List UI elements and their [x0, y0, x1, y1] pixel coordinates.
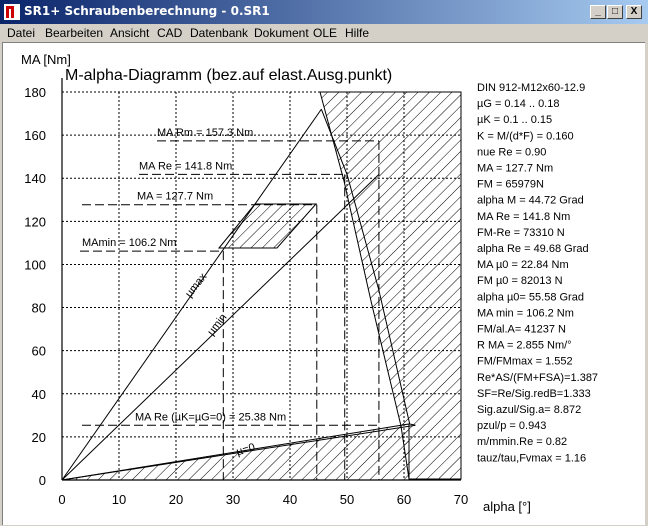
info-line-7: alpha M = 44.72 Grad: [477, 194, 584, 207]
y-axis-label: MA [Nm]: [21, 52, 71, 67]
info-line-2: µK = 0.1 .. 0.15: [477, 114, 553, 127]
y-tick-60: 60: [31, 343, 46, 359]
minimize-button[interactable]: _: [590, 5, 606, 19]
menu-cad[interactable]: CAD: [157, 26, 183, 40]
info-line-20: Sig.azul/Sig.a= 8.872: [477, 404, 582, 416]
y-tick-20: 20: [31, 429, 46, 445]
anno-label-3: MAmin = 106.2 Nm: [82, 237, 177, 250]
anno-label-1: MA Re = 141.8 Nm: [139, 160, 233, 173]
y-tick-120: 120: [24, 214, 46, 230]
label-mu0: µ=0: [235, 441, 257, 459]
window-title: SR1+ Schraubenberechnung - 0.SR1: [24, 4, 270, 18]
title-bar[interactable]: [0, 0, 648, 24]
info-line-6: FM = 65979N: [477, 178, 544, 191]
info-line-18: Re*AS/(FM+FSA)=1.387: [477, 371, 599, 384]
info-line-4: nue Re = 0.90: [477, 146, 547, 159]
anno-label-2: MA = 127.7 Nm: [137, 190, 214, 203]
info-line-14: MA min = 106.2 Nm: [477, 307, 574, 320]
y-tick-100: 100: [24, 257, 46, 273]
y-tick-40: 40: [31, 386, 46, 402]
anno-label-0: MA Rm = 157.3 Nm: [157, 126, 254, 139]
hatch-region-right: [320, 92, 461, 479]
x-tick-60: 60: [396, 492, 412, 507]
close-button[interactable]: X: [626, 5, 642, 19]
menu-ansicht[interactable]: Ansicht: [110, 26, 150, 40]
x-tick-50: 50: [339, 492, 355, 507]
info-line-22: m/mmin.Re = 0.82: [477, 436, 568, 449]
info-line-12: FM µ0 = 82013 N: [477, 275, 563, 288]
menu-datenbank[interactable]: Datenbank: [190, 26, 249, 40]
hatch-region-mid: [219, 204, 316, 248]
info-line-13: alpha µ0= 55.58 Grad: [477, 291, 584, 304]
info-line-17: FM/FMmax = 1.552: [477, 355, 573, 368]
chart-annotations: [80, 127, 379, 480]
info-line-16: R MA = 2.855 Nm/°: [477, 339, 572, 352]
info-line-11: MA µ0 = 22.84 Nm: [477, 259, 569, 272]
info-line-5: MA = 127.7 Nm: [477, 162, 554, 175]
app-icon: [4, 4, 20, 20]
menu-hilfe[interactable]: Hilfe: [345, 26, 370, 40]
y-tick-140: 140: [24, 171, 46, 187]
maximize-button[interactable]: □: [607, 5, 623, 19]
menu-bar: [0, 24, 648, 42]
x-tick-20: 20: [168, 492, 184, 507]
info-line-10: alpha Re = 49.68 Grad: [477, 243, 589, 255]
menu-dokument[interactable]: Dokument: [254, 26, 309, 40]
label-mumin: µmin: [205, 311, 230, 338]
anno-label-4: MA Re (µK=µG=0) = 25.38 Nm: [135, 411, 287, 424]
result-panel: [477, 82, 598, 464]
label-mumax: µmax: [183, 271, 210, 300]
info-line-0: DIN 912-M12x60-12.9: [477, 82, 586, 94]
x-tick-70: 70: [453, 492, 469, 507]
x-tick-40: 40: [282, 492, 298, 507]
y-tick-80: 80: [31, 300, 46, 316]
info-line-21: pzul/p = 0.943: [477, 420, 547, 433]
info-line-23: tauz/tau,Fvmax = 1.16: [477, 452, 587, 465]
x-axis-label: alpha [°]: [483, 499, 531, 514]
x-tick-10: 10: [111, 492, 127, 507]
info-line-9: FM-Re = 73310 N: [477, 226, 565, 239]
info-line-15: FM/al.A= 41237 N: [477, 323, 566, 336]
y-tick-0: 0: [38, 473, 46, 488]
x-tick-30: 30: [225, 492, 241, 507]
diagram-area: [2, 42, 645, 525]
menu-ole[interactable]: OLE: [313, 26, 338, 40]
info-line-19: SF=Re/Sig.redB=1.333: [477, 387, 591, 400]
menu-bearbeiten[interactable]: Bearbeiten: [45, 26, 104, 40]
info-line-1: µG = 0.14 .. 0.18: [477, 98, 560, 111]
info-line-8: MA Re = 141.8 Nm: [477, 210, 571, 223]
y-tick-180: 180: [24, 85, 46, 100]
y-tick-160: 160: [24, 128, 46, 144]
chart-title: M-alpha-Diagramm (bez.auf elast.Ausg.punkt): [65, 67, 393, 84]
info-line-3: K = M/(d*F) = 0.160: [477, 130, 574, 143]
x-tick-0: 0: [58, 492, 66, 507]
menu-datei[interactable]: Datei: [7, 26, 36, 40]
m-alpha-chart: [3, 43, 645, 525]
